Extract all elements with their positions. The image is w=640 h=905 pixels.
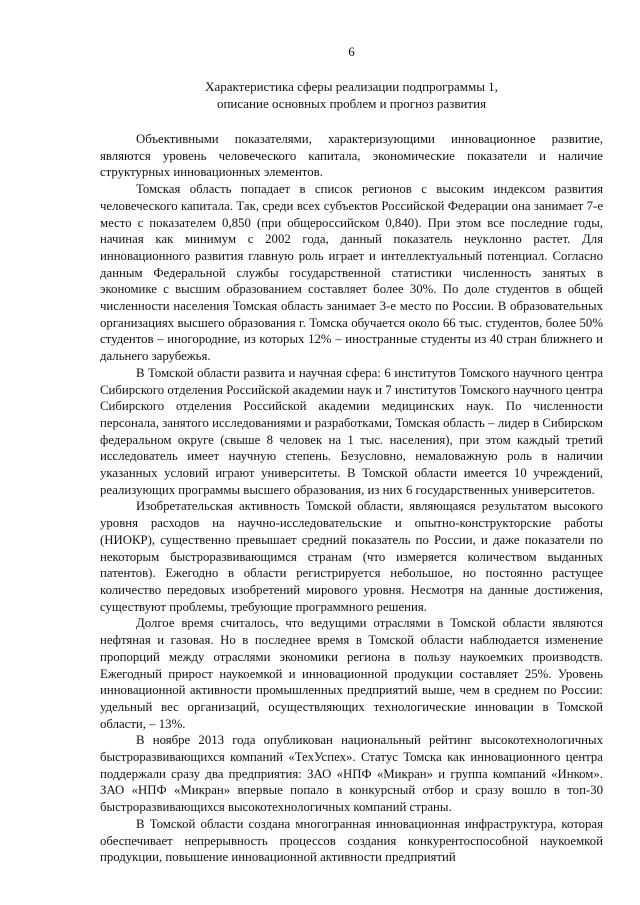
paragraph-innovation-infrastructure: В Томской области создана многогранная инновационная инфраструктура, которая обеспечивает непрерывность процессов создания конкурентоспособной наукоемкой продукции, повышение инновационной активности предприятий <box>100 816 603 865</box>
paragraph-national-rating: В ноябре 2013 года опубликован национальный рейтинг высокотехнологичных быстроразвивающихся компаний «ТехУспех». Статус Томска как инновационного центра поддержали сразу два предприятия: ЗАО «НПФ «Микран» и группа компаний «Инком». ЗАО «НПФ «Микран» впервые попало в конкурсный отбор и сразу вошло в топ-30 быстроразвивающихся высокотехнологичных компаний страны. <box>100 733 603 815</box>
paragraph-leading-industries: Долгое время считалось, что ведущими отраслями в Томской области являются нефтяная и газовая. Но в последнее время в Томской области наблюдается изменение пропорций между отраслями экономики региона в пользу наукоемких производств. Ежегодный прирост наукоемкой и инновационной продукции составляет 25%. Уровень инновационной активности промышленных предприятий выше, чем в среднем по России: удельный вес организаций, осуществляющих технологические инновации в Томской области, – 13%. <box>100 616 603 731</box>
paragraph-human-capital: Томская область попадает в список регионов с высоким индексом развития человеческого капитала. Так, среди всех субъектов Российской Федерации она занимает 7-е место с показателем 0,850 (при общероссийском 0,840). При этом все последние годы, начиная как минимум с 2002 года, данный показатель неуклонно растет. Для инновационного развития главную роль играет и интеллектуальный потенциал. Согласно данным Федеральной службы государственной статистики численность занятых в экономике с высшим образованием составляет более 30%. По доле студентов в общей численности населения Томская область занимает 3-е место по России. В образовательных организациях высшего образования г. Томска обучается около 66 тыс. студентов, более 50% студентов – иногородние, из которых 12% – иностранные студенты из 40 стран ближнего и дальнего зарубежья. <box>100 182 603 364</box>
section-heading-line-1: Характеристика сферы реализации подпрограммы 1, <box>205 79 498 94</box>
section-heading <box>100 79 603 112</box>
page-number: 6 <box>348 44 355 59</box>
section-heading-line-2: описание основных проблем и прогноз развития <box>216 95 487 111</box>
paragraph-inventive-activity: Изобретательская активность Томской области, являющаяся результатом высокого уровня расходов на научно-исследовательские и опытно-конструкторские работы (НИОКР), существенно превышает средний показатель по России, и даже показатели по некоторым быстроразвивающимся странам (что измеряется количеством выданных патентов). Ежегодно в области регистрируется небольшое, но постоянно растущее количество передовых изобретений мирового уровня. Несмотря на данные достижения, существуют проблемы, требующие программного решения. <box>100 499 603 614</box>
paragraph-innovation-indicators: Объективными показателями, характеризующими инновационное развитие, являются уровень человеческого капитала, экономические показатели и наличие структурных инновационных элементов. <box>100 132 603 180</box>
paragraph-science-sphere: В Томской области развита и научная сфера: 6 институтов Томского научного центра Сибирского отделения Российской академии наук и 7 институтов Томского научного центра Сибирского отделения Российской академии медицинских наук. По численности персонала, занятого исследованиями и разработками, Томская область – лидер в Сибирском федеральном округе (свыше 8 человек на 1 тыс. населения), при этом каждый третий исследователь имеет научную степень. Безусловно, немаловажную роль в наличии указанных условий играют университеты. В Томской области имеется 10 учреждений, реализующих программы высшего образования, из них 6 государственных университетов. <box>100 365 603 497</box>
